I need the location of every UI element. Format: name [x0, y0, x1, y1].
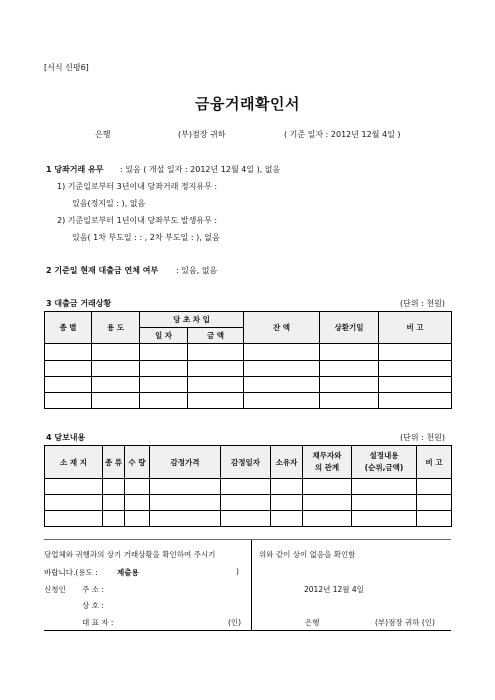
footer-usage: 제출용 [117, 568, 139, 577]
collateral-header-note: 비 고 [417, 446, 452, 479]
table-row [45, 377, 452, 393]
loan-header-use: 용 도 [92, 312, 140, 344]
header-branch: (부)점장 귀하 [178, 130, 226, 139]
section3-heading: 3 대출금 거래상황 [46, 299, 112, 308]
section1-heading: 1 당좌거래 유무 [46, 165, 104, 174]
collateral-header-appraised-value: 감정가격 [150, 446, 221, 479]
section4-heading: 4 담보내용 [46, 433, 86, 442]
section1-q2: 2) 기준일로부터 1년이내 당좌부도 발생유무 : [57, 216, 218, 225]
footer-bank: 은행 [305, 618, 320, 627]
table-row [45, 344, 452, 361]
section4-unit: (단위 : 천원) [400, 433, 445, 442]
footer-request-line1: 당업체와 귀행과의 상기 거래상황을 확인하여 주시기 [44, 550, 216, 559]
section1-q1-answer: 있음(정지일 : ), 없음 [72, 199, 146, 208]
footer-seal-left: (인) [228, 618, 242, 627]
section2-answer: : 있음, 없음 [176, 266, 218, 275]
header-ref-date: ( 기준 일자 : 2012년 12월 4일 ) [284, 130, 401, 139]
header-bank: 은행 [95, 130, 111, 139]
footer-company-label: 상 호 : [82, 601, 104, 610]
form-id: [서식 신평6] [44, 63, 89, 72]
table-row [45, 361, 452, 377]
table-row [45, 495, 452, 511]
loan-header-due: 상환기일 [320, 312, 379, 344]
collateral-header-appraised-date: 감정일자 [221, 446, 271, 479]
footer-divider [251, 540, 252, 631]
collateral-header-location: 소 재 지 [45, 446, 103, 479]
section1-status: : 있음 ( 개설 일자 : 2012년 12월 4일 ), 없음 [120, 165, 281, 174]
collateral-table [44, 445, 452, 527]
footer-request-line2: 바랍니다.(용도 : [44, 568, 98, 577]
loan-header-initial: 당 초 차 입 [140, 312, 244, 328]
table-row [45, 479, 452, 495]
footer-branch-seal: (부)점장 귀하 (인) [375, 618, 435, 627]
loan-header-date: 일 자 [140, 328, 188, 344]
section3-unit: (단위 : 천원) [400, 299, 445, 308]
loan-header-amount: 금 액 [188, 328, 244, 344]
footer-representative-label: 대 표 자 : [82, 618, 114, 627]
collateral-header-owner: 소유자 [271, 446, 303, 479]
section1-q1: 1) 기준일로부터 3년이내 당좌거래 정지유무 : [57, 182, 218, 191]
collateral-header-setting: 설정내용 (순위,금액) [352, 446, 417, 479]
table-row [45, 511, 452, 527]
footer-confirm-date: 2012년 12월 4일 [304, 585, 364, 594]
footer-close-paren: ) [236, 567, 239, 576]
table-row [45, 393, 452, 409]
collateral-header-kind: 종 류 [103, 446, 125, 479]
footer-address-label: 주 소 : [82, 585, 104, 594]
footer-applicant-label: 신청인 [44, 585, 66, 594]
section2-heading: 2 기준일 현재 대출금 연체 여부 [46, 266, 159, 275]
collateral-header-qty: 수 량 [125, 446, 150, 479]
footer-top-rule [44, 539, 451, 540]
section1-q2-answer: 있음( 1차 부도일 : : , 2차 부도일 : ), 없음 [72, 233, 220, 242]
loan-header-note: 비 고 [379, 312, 452, 344]
footer-bottom-rule [44, 630, 451, 631]
collateral-header-relation: 채무자와 의 관계 [303, 446, 352, 479]
loan-table [44, 311, 452, 409]
loan-header-kind: 종 별 [45, 312, 92, 344]
footer-confirm-text: 위와 같이 상이 없음을 확인함 [259, 550, 356, 559]
document-title: 금융거래확인서 [195, 95, 300, 113]
loan-header-balance: 잔 액 [244, 312, 320, 344]
